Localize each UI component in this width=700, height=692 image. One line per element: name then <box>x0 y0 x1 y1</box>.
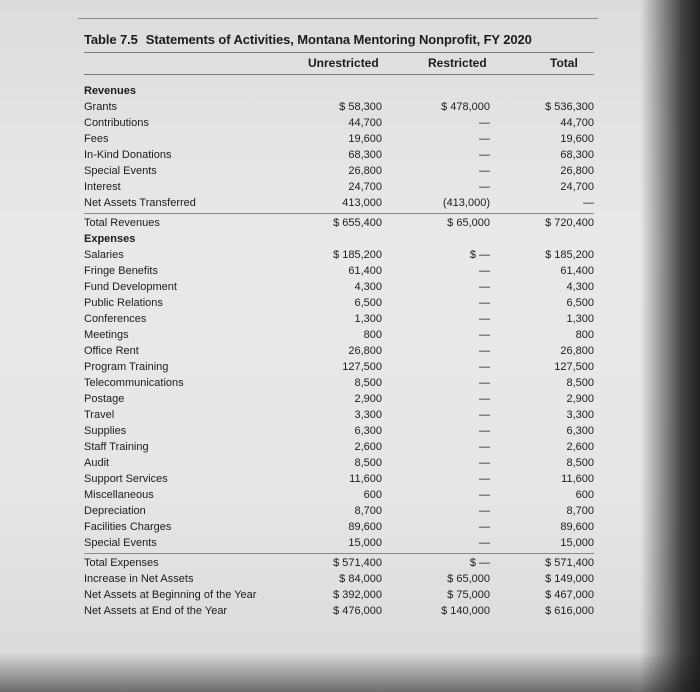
revenue-row <box>84 116 594 132</box>
row-label: Staff Training <box>84 441 149 453</box>
cell-restricted: $ — <box>469 557 490 569</box>
expense-row <box>84 248 594 264</box>
row-label: Travel <box>84 409 115 421</box>
row-label: Grants <box>84 101 118 113</box>
row-label: Total Expenses <box>84 557 159 569</box>
cell-total: 26,800 <box>560 165 594 177</box>
cell-total: 2,900 <box>566 393 594 405</box>
cell-total: 127,500 <box>554 361 594 373</box>
cell-total: 11,600 <box>561 473 594 485</box>
row-label: Net Assets Transferred <box>84 197 196 209</box>
expense-row <box>84 280 594 296</box>
cell-unrestricted: 8,500 <box>354 377 382 389</box>
row-label: Facilities Charges <box>84 521 172 533</box>
cell-total: 61,400 <box>560 265 594 277</box>
summary-row <box>84 604 594 620</box>
cell-restricted: — <box>479 133 490 145</box>
expense-row <box>84 312 594 328</box>
row-label: Total Revenues <box>84 217 160 229</box>
header-rule <box>84 74 594 75</box>
cell-restricted: — <box>479 329 490 341</box>
row-label: Office Rent <box>84 345 139 357</box>
cell-total: $ 536,300 <box>545 101 594 113</box>
cell-restricted: (413,000) <box>442 197 490 209</box>
cell-total: 2,600 <box>566 441 594 453</box>
cell-total: 8,500 <box>566 377 594 389</box>
cell-unrestricted: 26,800 <box>348 345 382 357</box>
cell-unrestricted: $ 476,000 <box>333 605 382 617</box>
cell-restricted: — <box>479 521 490 533</box>
cell-unrestricted: 15,000 <box>348 537 382 549</box>
cell-restricted: $ 140,000 <box>441 605 490 617</box>
table-caption: Statements of Activities, Montana Mentoring Nonprofit, FY 2020 <box>145 32 532 47</box>
cell-unrestricted: 89,600 <box>348 521 382 533</box>
cell-restricted: — <box>479 377 490 389</box>
cell-restricted: — <box>479 181 490 193</box>
top-rule <box>78 18 598 19</box>
expense-row <box>84 424 594 440</box>
title-rule <box>84 52 594 53</box>
cell-unrestricted: 2,600 <box>354 441 382 453</box>
cell-total: 8,700 <box>566 505 594 517</box>
cell-total: 89,600 <box>560 521 594 533</box>
cell-total: 24,700 <box>560 181 594 193</box>
row-label: Revenues <box>84 85 136 97</box>
cell-restricted: — <box>479 457 490 469</box>
cell-total: — <box>583 197 594 209</box>
row-label: Net Assets at Beginning of the Year <box>84 589 257 601</box>
cell-restricted: — <box>479 313 490 325</box>
section-header-expenses <box>84 232 594 248</box>
cell-total: $ 149,000 <box>545 573 594 585</box>
revenue-row <box>84 164 594 180</box>
cell-restricted: $ 65,000 <box>447 217 490 229</box>
shadow-bottom <box>0 652 700 692</box>
cell-unrestricted: $ 392,000 <box>333 589 382 601</box>
row-label: Support Services <box>84 473 168 485</box>
row-label: Fees <box>84 133 109 145</box>
cell-unrestricted: 800 <box>363 329 382 341</box>
summary-row <box>84 588 594 604</box>
cell-unrestricted: 4,300 <box>354 281 382 293</box>
row-label: Supplies <box>84 425 127 437</box>
table-number: Table 7.5 <box>84 32 138 47</box>
cell-unrestricted: 8,700 <box>354 505 382 517</box>
cell-unrestricted: 1,300 <box>354 313 382 325</box>
cell-restricted: — <box>479 117 490 129</box>
expense-row <box>84 264 594 280</box>
cell-restricted: — <box>479 409 490 421</box>
column-header-unrestricted: Unrestricted <box>308 56 379 70</box>
cell-unrestricted: 8,500 <box>354 457 382 469</box>
expense-row <box>84 376 594 392</box>
cell-restricted: — <box>479 473 490 485</box>
cell-restricted: — <box>479 441 490 453</box>
row-label: Fund Development <box>84 281 177 293</box>
row-label: Net Assets at End of the Year <box>84 605 228 617</box>
row-label: In-Kind Donations <box>84 149 172 161</box>
cell-restricted: — <box>479 361 490 373</box>
cell-unrestricted: 24,700 <box>348 181 382 193</box>
row-label: Program Training <box>84 361 169 373</box>
cell-unrestricted: 11,600 <box>349 473 382 485</box>
cell-unrestricted: 44,700 <box>348 117 382 129</box>
cell-restricted: — <box>479 505 490 517</box>
section-header-revenues <box>84 84 594 100</box>
cell-total: $ 720,400 <box>545 217 594 229</box>
cell-total: 800 <box>575 329 594 341</box>
cell-unrestricted: 2,900 <box>354 393 382 405</box>
row-label: Increase in Net Assets <box>84 573 194 585</box>
cell-unrestricted: 600 <box>363 489 382 501</box>
row-label: Salaries <box>84 249 124 261</box>
cell-total: 6,300 <box>566 425 594 437</box>
cell-unrestricted: 68,300 <box>348 149 382 161</box>
expense-row <box>84 328 594 344</box>
cell-unrestricted: 6,500 <box>354 297 382 309</box>
cell-total: 3,300 <box>566 409 594 421</box>
cell-restricted: — <box>479 265 490 277</box>
expense-row <box>84 360 594 376</box>
row-label: Audit <box>84 457 110 469</box>
row-label: Interest <box>84 181 121 193</box>
cell-restricted: $ 75,000 <box>447 589 490 601</box>
cell-total: 600 <box>575 489 594 501</box>
row-label: Fringe Benefits <box>84 265 158 277</box>
cell-total: 1,300 <box>566 313 594 325</box>
cell-total: 26,800 <box>560 345 594 357</box>
row-label: Special Events <box>84 537 157 549</box>
cell-restricted: — <box>479 281 490 293</box>
expense-row <box>84 408 594 424</box>
table-title <box>84 32 532 47</box>
row-label: Telecommunications <box>84 377 184 389</box>
cell-restricted: $ 478,000 <box>441 101 490 113</box>
cell-unrestricted: $ 571,400 <box>333 557 382 569</box>
row-label: Expenses <box>84 233 136 245</box>
revenue-row <box>84 132 594 148</box>
expense-row <box>84 344 594 360</box>
row-label: Special Events <box>84 165 157 177</box>
statement-table <box>84 78 594 620</box>
cell-unrestricted: $ 84,000 <box>339 573 382 585</box>
cell-restricted: — <box>479 425 490 437</box>
cell-unrestricted: $ 58,300 <box>339 101 382 113</box>
cell-total: 4,300 <box>566 281 594 293</box>
cell-unrestricted: 6,300 <box>354 425 382 437</box>
cell-total: 19,600 <box>560 133 594 145</box>
expense-row <box>84 472 594 488</box>
revenue-row <box>84 100 594 116</box>
cell-total: 8,500 <box>566 457 594 469</box>
expense-row <box>84 504 594 520</box>
cell-total: $ 571,400 <box>545 557 594 569</box>
summary-row <box>84 556 594 572</box>
cell-unrestricted: 413,000 <box>342 197 382 209</box>
row-label: Postage <box>84 393 125 405</box>
row-label: Contributions <box>84 117 149 129</box>
cell-total: $ 467,000 <box>545 589 594 601</box>
cell-restricted: — <box>479 345 490 357</box>
expense-row <box>84 488 594 504</box>
cell-unrestricted: 3,300 <box>354 409 382 421</box>
cell-restricted: $ 65,000 <box>447 573 490 585</box>
row-label: Conferences <box>84 313 147 325</box>
cell-total: 68,300 <box>560 149 594 161</box>
expense-row <box>84 392 594 408</box>
row-label: Meetings <box>84 329 129 341</box>
cell-restricted: — <box>479 537 490 549</box>
cell-unrestricted: 127,500 <box>342 361 382 373</box>
revenue-row <box>84 148 594 164</box>
cell-total: $ 185,200 <box>545 249 594 261</box>
cell-unrestricted: 26,800 <box>348 165 382 177</box>
cell-unrestricted: $ 185,200 <box>333 249 382 261</box>
row-label: Miscellaneous <box>84 489 154 501</box>
cell-total: 44,700 <box>560 117 594 129</box>
cell-restricted: — <box>479 297 490 309</box>
cell-restricted: — <box>479 165 490 177</box>
cell-restricted: — <box>479 489 490 501</box>
cell-unrestricted: 19,600 <box>348 133 382 145</box>
expense-row <box>84 440 594 456</box>
revenue-row <box>84 180 594 196</box>
summary-row <box>84 572 594 588</box>
expense-row <box>84 456 594 472</box>
total-revenues-row <box>84 216 594 232</box>
expense-row <box>84 296 594 312</box>
cell-unrestricted: $ 655,400 <box>333 217 382 229</box>
cell-restricted: $ — <box>469 249 490 261</box>
expense-row <box>84 536 594 552</box>
row-label: Depreciation <box>84 505 146 517</box>
column-header-total: Total <box>550 56 578 70</box>
row-label: Public Relations <box>84 297 163 309</box>
revenue-row <box>84 196 594 212</box>
table-page <box>78 18 598 658</box>
cell-total: 6,500 <box>566 297 594 309</box>
column-header-restricted: Restricted <box>428 56 487 70</box>
cell-unrestricted: 61,400 <box>348 265 382 277</box>
shadow-right <box>640 0 700 692</box>
cell-restricted: — <box>479 393 490 405</box>
expense-row <box>84 520 594 536</box>
cell-total: 15,000 <box>560 537 594 549</box>
cell-total: $ 616,000 <box>545 605 594 617</box>
cell-restricted: — <box>479 149 490 161</box>
